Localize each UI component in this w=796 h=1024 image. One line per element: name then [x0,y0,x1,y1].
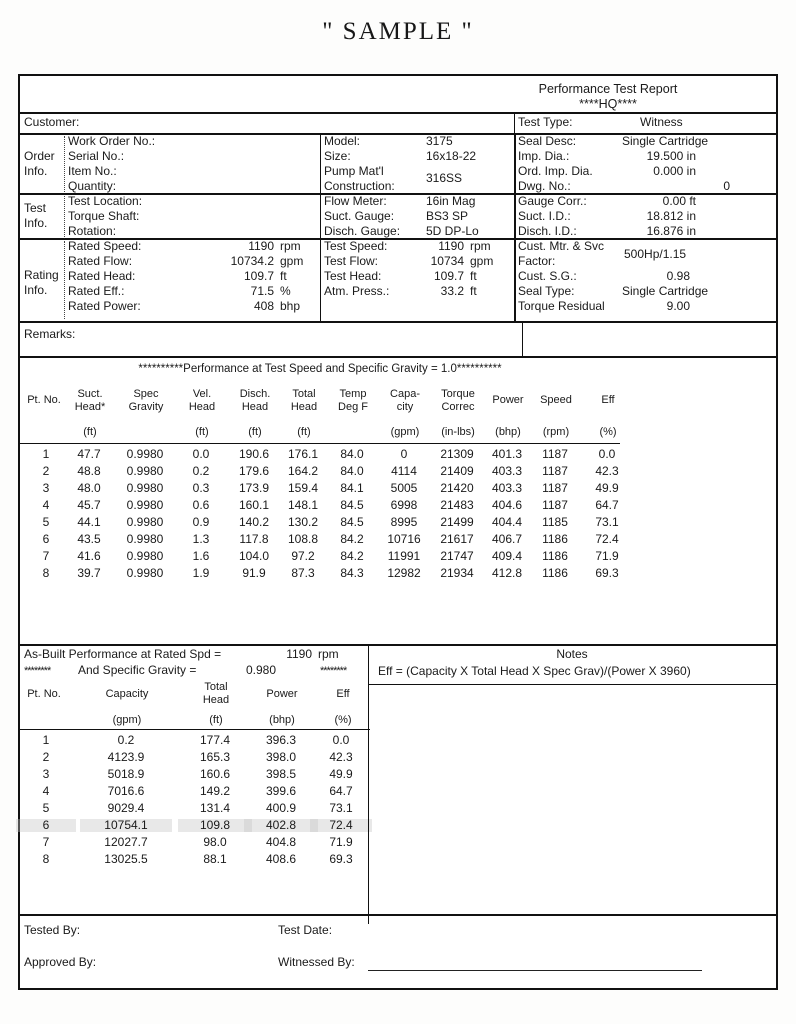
report-subtitle: ****HQ**** [579,97,637,111]
perf-cell-eff: 0.0 [598,447,616,461]
dotted-divider-rating [64,241,65,319]
approved-by-label: Approved By: [24,955,97,969]
divider-title [20,112,776,114]
perf-cell-eff: 49.9 [595,481,619,495]
test-speed-label: Test Speed: [324,239,388,253]
imp-dia-label: Imp. Dia.: [518,149,570,163]
asbuilt-cell-pt-no: 8 [42,852,50,866]
asbuilt-cell-power: 402.8 [244,819,318,832]
perf-cell-spec-gravity: 0.9980 [126,447,164,461]
rated-head-label: Rated Head: [68,269,136,283]
perf-cell-torque-correc: 21483 [440,498,474,512]
perf-cell-pt-no: 8 [42,566,50,580]
divider-asbuilt-header [20,729,370,730]
perf-cell-eff: 64.7 [595,498,619,512]
perf-cell-temp-deg-f: 84.3 [340,566,364,580]
asbuilt-cell-capacity: 7016.6 [107,784,145,798]
report-frame [18,74,778,990]
disch-id-value: 16.876 in [646,224,696,238]
divider-asbuilt-signoff [20,914,776,916]
divider-v-order-model [320,134,321,193]
perf-cell-temp-deg-f: 84.5 [340,515,364,529]
rating-info-label-2: Info. [24,283,48,297]
rated-power-value: 408 [253,299,274,313]
perf-cell-total-head: 176.1 [287,447,319,461]
atm-press-unit: ft [470,284,477,298]
perf-cell-pt-no: 4 [42,498,50,512]
ord-imp-dia-label: Ord. Imp. Dia. [518,164,593,178]
perf-cell-spec-gravity: 0.9980 [126,532,164,546]
perf-cell-total-head: 108.8 [287,532,319,546]
col-header-power: Power [492,394,524,406]
dotted-divider-test [64,196,65,237]
divider-rating-remarks [20,321,776,323]
perf-cell-total-head: 130.2 [287,515,319,529]
cust-mtr-svc-value: 500Hp/1.15 [624,247,687,261]
col-header-disch-head-2: Head [241,401,269,413]
asbuilt-cell-total-head: 109.8 [178,819,252,832]
divider-v-customer [514,112,515,134]
rated-head-unit: ft [280,269,287,283]
perf-cell-pt-no: 2 [42,464,50,478]
witnessed-by-signature-line [368,970,702,971]
asbuilt-cell-total-head: 177.4 [199,733,231,747]
perf-cell-vel-head: 0.0 [192,447,210,461]
atm-press-label: Atm. Press.: [324,284,390,298]
ab-col-header-total-head-2: Head [202,694,230,706]
perf-cell-eff: 71.9 [595,549,619,563]
perf-cell-speed: 1186 [542,549,568,563]
rated-eff-label: Rated Eff.: [68,284,125,298]
perf-cell-temp-deg-f: 84.1 [340,481,364,495]
flow-meter-value: 16in Mag [426,194,476,208]
torque-shaft-label: Torque Shaft: [68,209,140,223]
perf-cell-temp-deg-f: 84.5 [340,498,364,512]
divider-v-remarks [522,321,523,356]
gauge-corr-label: Gauge Corr.: [518,194,587,208]
col-header-capacity-1: Capa- [390,388,420,400]
asbuilt-stars-left: ******** [24,665,51,677]
seal-desc-label: Seal Desc: [518,134,577,148]
perf-cell-disch-head: 117.8 [239,532,269,546]
perf-cell-power: 409.4 [491,549,523,563]
cust-sg-value: 0.98 [666,269,690,283]
asbuilt-cell-total-head: 149.2 [199,784,231,798]
test-info-label-2: Info. [24,216,48,230]
perf-cell-vel-head: 1.6 [192,549,210,563]
perf-cell-suct-head: 39.7 [77,566,101,580]
disch-gauge-value: 5D DP-Lo [426,224,479,238]
asbuilt-cell-eff: 49.9 [329,767,353,781]
col-header-speed: Speed [540,394,572,406]
pump-construction-label: Construction: [324,179,395,193]
perf-cell-capacity: 12982 [387,566,421,580]
customer-label: Customer: [24,115,80,129]
test-info-label-1: Test [24,201,47,215]
model-label: Model: [324,134,361,148]
perf-cell-suct-head: 47.7 [77,447,101,461]
perf-cell-eff: 69.3 [595,566,619,580]
report-title: Performance Test Report [538,82,678,96]
perf-cell-pt-no: 1 [42,447,50,461]
test-head-label: Test Head: [324,269,382,283]
perf-cell-torque-correc: 21747 [440,549,474,563]
dwg-no-value: 0 [723,179,730,193]
perf-cell-speed: 1186 [542,566,568,580]
perf-cell-disch-head: 140.2 [238,515,270,529]
perf-cell-capacity: 4114 [391,464,417,478]
col-header-disch-head-1: Disch. [239,388,271,400]
asbuilt-cell-capacity: 9029.4 [107,801,145,815]
col-header-suct-head-1: Suct. [77,388,103,400]
dotted-divider-order [64,136,65,192]
perf-cell-suct-head: 43.5 [77,532,101,546]
col-header-total-head-1: Total [292,388,316,400]
divider-v-order-seal [514,134,516,193]
col-header-torque-unit: (in-lbs) [441,426,475,438]
perf-cell-eff: 73.1 [595,515,619,529]
perf-cell-vel-head: 0.2 [192,464,210,478]
rated-flow-unit: gpm [280,254,304,268]
asbuilt-title-2: And Specific Gravity = [78,663,197,677]
seal-desc-value: Single Cartridge [622,134,709,148]
perf-cell-torque-correc: 21499 [440,515,474,529]
perf-cell-spec-gravity: 0.9980 [126,481,164,495]
perf-cell-capacity: 5005 [390,481,418,495]
notes-title: Notes [556,647,588,661]
asbuilt-cell-power: 399.6 [265,784,297,798]
asbuilt-cell-total-head: 98.0 [203,835,227,849]
asbuilt-cell-eff: 71.9 [329,835,353,849]
asbuilt-speed-value: 1190 [286,647,312,661]
perf-cell-disch-head: 179.6 [238,464,270,478]
perf-cell-power: 403.3 [491,481,523,495]
remarks-label: Remarks: [24,327,76,341]
asbuilt-cell-power: 400.9 [265,801,297,815]
perf-cell-suct-head: 48.0 [77,481,101,495]
model-value: 3175 [426,134,453,148]
asbuilt-cell-pt-no: 2 [42,750,50,764]
perf-cell-total-head: 97.2 [291,549,315,563]
asbuilt-cell-power: 398.0 [265,750,297,764]
rated-speed-label: Rated Speed: [68,239,142,253]
ab-col-header-eff-unit: (%) [334,714,352,726]
perf-cell-disch-head: 91.9 [242,566,266,580]
seal-type-value: Single Cartridge [622,284,709,298]
perf-cell-disch-head: 104.0 [238,549,270,563]
asbuilt-cell-pt-no: 1 [42,733,50,747]
col-header-temp-2: Deg F [338,401,368,413]
perf-cell-capacity: 11991 [387,549,421,563]
quantity-label: Quantity: [68,179,117,193]
test-type-label: Test Type: [518,115,573,129]
asbuilt-cell-power: 404.8 [265,835,297,849]
serial-no-label: Serial No.: [68,149,125,163]
perf-cell-power: 412.8 [491,566,523,580]
asbuilt-cell-capacity: 4123.9 [107,750,145,764]
perf-cell-spec-gravity: 0.9980 [126,566,164,580]
torque-residual-value: 9.00 [666,299,690,313]
perf-cell-capacity: 10716 [387,532,421,546]
seal-type-label: Seal Type: [518,284,575,298]
performance-banner: **********Performance at Test Speed and Specific Gravity = 1.0********** [138,363,502,375]
ab-col-header-eff: Eff [336,688,350,700]
test-flow-unit: gpm [470,254,494,268]
col-header-eff-unit: (%) [599,426,617,438]
tested-by-label: Tested By: [24,923,81,937]
torque-residual-label: Torque Residual [518,299,605,313]
rated-flow-label: Rated Flow: [68,254,133,268]
size-label: Size: [324,149,351,163]
ab-col-header-total-head-unit: (ft) [209,714,223,726]
rated-power-unit: bhp [280,299,301,313]
asbuilt-cell-pt-no: 3 [42,767,50,781]
ord-imp-dia-value: 0.000 in [653,164,696,178]
perf-cell-vel-head: 1.3 [192,532,210,546]
pump-matl-value: 316SS [426,171,463,185]
perf-cell-suct-head: 48.8 [77,464,101,478]
perf-cell-total-head: 164.2 [287,464,319,478]
perf-cell-disch-head: 190.6 [238,447,270,461]
suct-id-value: 18.812 in [646,209,696,223]
perf-cell-power: 401.3 [491,447,523,461]
perf-cell-torque-correc: 21617 [440,532,474,546]
rated-eff-value: 71.5 [250,284,274,298]
perf-cell-eff: 42.3 [595,464,619,478]
perf-cell-capacity: 8995 [390,515,418,529]
asbuilt-cell-total-head: 160.6 [199,767,231,781]
col-header-capacity-unit: (gpm) [390,426,420,438]
test-type-value: Witness [640,115,683,129]
asbuilt-cell-total-head: 165.3 [199,750,231,764]
cust-factor-label: Factor: [518,254,556,268]
perf-cell-spec-gravity: 0.9980 [126,464,164,478]
perf-cell-torque-correc: 21420 [440,481,474,495]
perf-cell-pt-no: 7 [42,549,50,563]
col-header-total-head-2: Head [290,401,318,413]
perf-cell-power: 404.4 [491,515,523,529]
perf-cell-torque-correc: 21934 [440,566,474,580]
asbuilt-cell-pt-no: 7 [42,835,50,849]
perf-cell-spec-gravity: 0.9980 [126,549,164,563]
order-info-label-1: Order [24,149,55,163]
perf-cell-torque-correc: 21409 [440,464,474,478]
item-no-label: Item No.: [68,164,117,178]
asbuilt-cell-eff: 0.0 [332,733,350,747]
atm-press-value: 33.2 [440,284,464,298]
asbuilt-cell-pt-no: 5 [42,801,50,815]
notes-formula: Eff = (Capacity X Total Head X Spec Grav)/(Power X 3960) [378,664,691,678]
asbuilt-cell-total-head: 88.1 [203,852,227,866]
report-title-block [458,82,758,112]
test-head-value: 109.7 [433,269,464,283]
perf-cell-suct-head: 45.7 [77,498,101,512]
perf-cell-spec-gravity: 0.9980 [126,515,164,529]
col-header-pt-no: Pt. No. [27,394,61,406]
rated-speed-unit: rpm [280,239,301,253]
col-header-speed-unit: (rpm) [542,426,570,438]
ab-col-header-power: Power [266,688,298,700]
col-header-vel-head-2: Head [188,401,216,413]
perf-cell-power: 403.3 [491,464,523,478]
rated-speed-value: 1190 [248,239,274,253]
perf-cell-pt-no: 3 [42,481,50,495]
perf-cell-vel-head: 0.3 [192,481,210,495]
test-date-label: Test Date: [278,923,333,937]
perf-cell-disch-head: 160.1 [238,498,270,512]
test-flow-value: 10734 [430,254,464,268]
asbuilt-cell-capacity: 12027.7 [104,835,148,849]
perf-cell-total-head: 159.4 [287,481,319,495]
asbuilt-stars-right: ******** [320,665,347,677]
test-flow-label: Test Flow: [324,254,379,268]
order-info-label-2: Info. [24,164,48,178]
col-header-temp-1: Temp [339,388,367,400]
divider-remarks-perf [20,356,776,358]
asbuilt-cell-eff: 73.1 [329,801,353,815]
col-header-spec-gravity-2: Gravity [128,401,164,413]
ab-col-header-pt-no: Pt. No. [27,688,61,700]
perf-cell-speed: 1185 [542,515,568,529]
perf-cell-pt-no: 6 [42,532,50,546]
perf-cell-speed: 1187 [542,498,568,512]
suct-gauge-label: Suct. Gauge: [324,209,395,223]
asbuilt-cell-pt-no: 4 [42,784,50,798]
asbuilt-cell-eff: 69.3 [329,852,353,866]
rated-head-value: 109.7 [243,269,274,283]
gauge-corr-value: 0.00 ft [662,194,696,208]
cust-sg-label: Cust. S.G.: [518,269,577,283]
rating-info-label-1: Rating [24,268,59,282]
disch-id-label: Disch. I.D.: [518,224,577,238]
col-header-vel-head-unit: (ft) [195,426,209,438]
divider-v-rating-cust [514,238,516,321]
asbuilt-sg-value: 0.980 [246,663,277,677]
asbuilt-cell-capacity: 5018.9 [107,767,145,781]
divider-v-test-inst [320,193,321,238]
divider-v-test-gauge [514,193,516,238]
perf-cell-total-head: 148.1 [287,498,319,512]
rated-flow-value: 10734.2 [230,254,274,268]
asbuilt-cell-eff: 72.4 [310,819,372,832]
suct-gauge-value: BS3 SP [426,209,469,223]
suct-id-label: Suct. I.D.: [518,209,571,223]
size-value: 16x18-22 [426,149,477,163]
perf-cell-total-head: 87.3 [291,566,315,580]
perf-cell-suct-head: 41.6 [77,549,101,563]
perf-cell-suct-head: 44.1 [77,515,101,529]
perf-cell-speed: 1187 [542,447,568,461]
col-header-torque-2: Correc [441,401,475,413]
perf-cell-capacity: 6998 [390,498,418,512]
col-header-eff: Eff [601,394,615,406]
dwg-no-label: Dwg. No.: [518,179,571,193]
perf-cell-temp-deg-f: 84.0 [340,464,364,478]
test-speed-unit: rpm [470,239,491,253]
col-header-power-unit: (bhp) [495,426,521,438]
perf-cell-vel-head: 1.9 [192,566,210,580]
perf-cell-speed: 1187 [542,481,568,495]
asbuilt-cell-capacity: 10754.1 [80,819,172,832]
col-header-torque-1: Torque [441,388,475,400]
work-order-no-label: Work Order No.: [68,134,156,148]
imp-dia-value: 19.500 in [646,149,696,163]
perf-cell-eff: 72.4 [595,532,619,546]
perf-cell-temp-deg-f: 84.2 [340,549,364,563]
asbuilt-cell-power: 398.5 [265,767,297,781]
perf-cell-disch-head: 173.9 [238,481,270,495]
ab-col-header-capacity-unit: (gpm) [112,714,142,726]
col-header-suct-head-2: Head* [74,401,106,413]
perf-cell-spec-gravity: 0.9980 [126,498,164,512]
divider-perf-asbuilt [20,644,776,646]
divider-perf-header [20,443,620,444]
ab-col-header-total-head-1: Total [204,681,228,693]
witnessed-by-label: Witnessed By: [278,955,355,969]
perf-cell-temp-deg-f: 84.2 [340,532,364,546]
pump-matl-label: Pump Mat'l [324,164,384,178]
asbuilt-cell-capacity: 0.2 [117,733,135,747]
perf-cell-speed: 1186 [542,532,568,546]
col-header-vel-head-1: Vel. [192,388,212,400]
col-header-spec-gravity-1: Spec [133,388,159,400]
test-speed-value: 1190 [438,239,464,253]
asbuilt-cell-power: 396.3 [265,733,297,747]
col-header-total-head-unit: (ft) [297,426,311,438]
asbuilt-cell-eff: 64.7 [329,784,353,798]
perf-cell-temp-deg-f: 84.0 [340,447,364,461]
perf-cell-capacity: 0 [400,447,408,461]
rated-eff-unit: % [280,284,291,298]
divider-v-asbuilt-notes [368,644,369,924]
perf-cell-torque-correc: 21309 [440,447,474,461]
perf-cell-vel-head: 0.9 [192,515,210,529]
test-head-unit: ft [470,269,477,283]
asbuilt-cell-capacity: 13025.5 [104,852,148,866]
perf-cell-pt-no: 5 [42,515,50,529]
rotation-label: Rotation: [68,224,117,238]
flow-meter-label: Flow Meter: [324,194,387,208]
asbuilt-cell-total-head: 131.4 [199,801,231,815]
divider-notes [368,684,776,685]
asbuilt-cell-eff: 42.3 [329,750,353,764]
rated-power-label: Rated Power: [68,299,141,313]
perf-cell-power: 406.7 [491,532,523,546]
test-location-label: Test Location: [68,194,143,208]
cust-mtr-svc-label: Cust. Mtr. & Svc [518,239,605,253]
sample-stamp: " SAMPLE " [322,18,474,45]
asbuilt-cell-power: 408.6 [265,852,297,866]
col-header-suct-head-unit: (ft) [83,426,97,438]
perf-cell-speed: 1187 [542,464,568,478]
divider-v-rating-test [320,238,321,321]
asbuilt-cell-pt-no: 6 [16,819,76,832]
col-header-disch-head-unit: (ft) [248,426,262,438]
asbuilt-speed-unit: rpm [318,647,339,661]
ab-col-header-capacity: Capacity [105,688,149,700]
col-header-capacity-2: city [396,401,414,413]
perf-cell-power: 404.6 [491,498,523,512]
perf-cell-vel-head: 0.6 [192,498,210,512]
asbuilt-title-1: As-Built Performance at Rated Spd = [24,647,222,661]
disch-gauge-label: Disch. Gauge: [324,224,401,238]
ab-col-header-power-unit: (bhp) [269,714,295,726]
